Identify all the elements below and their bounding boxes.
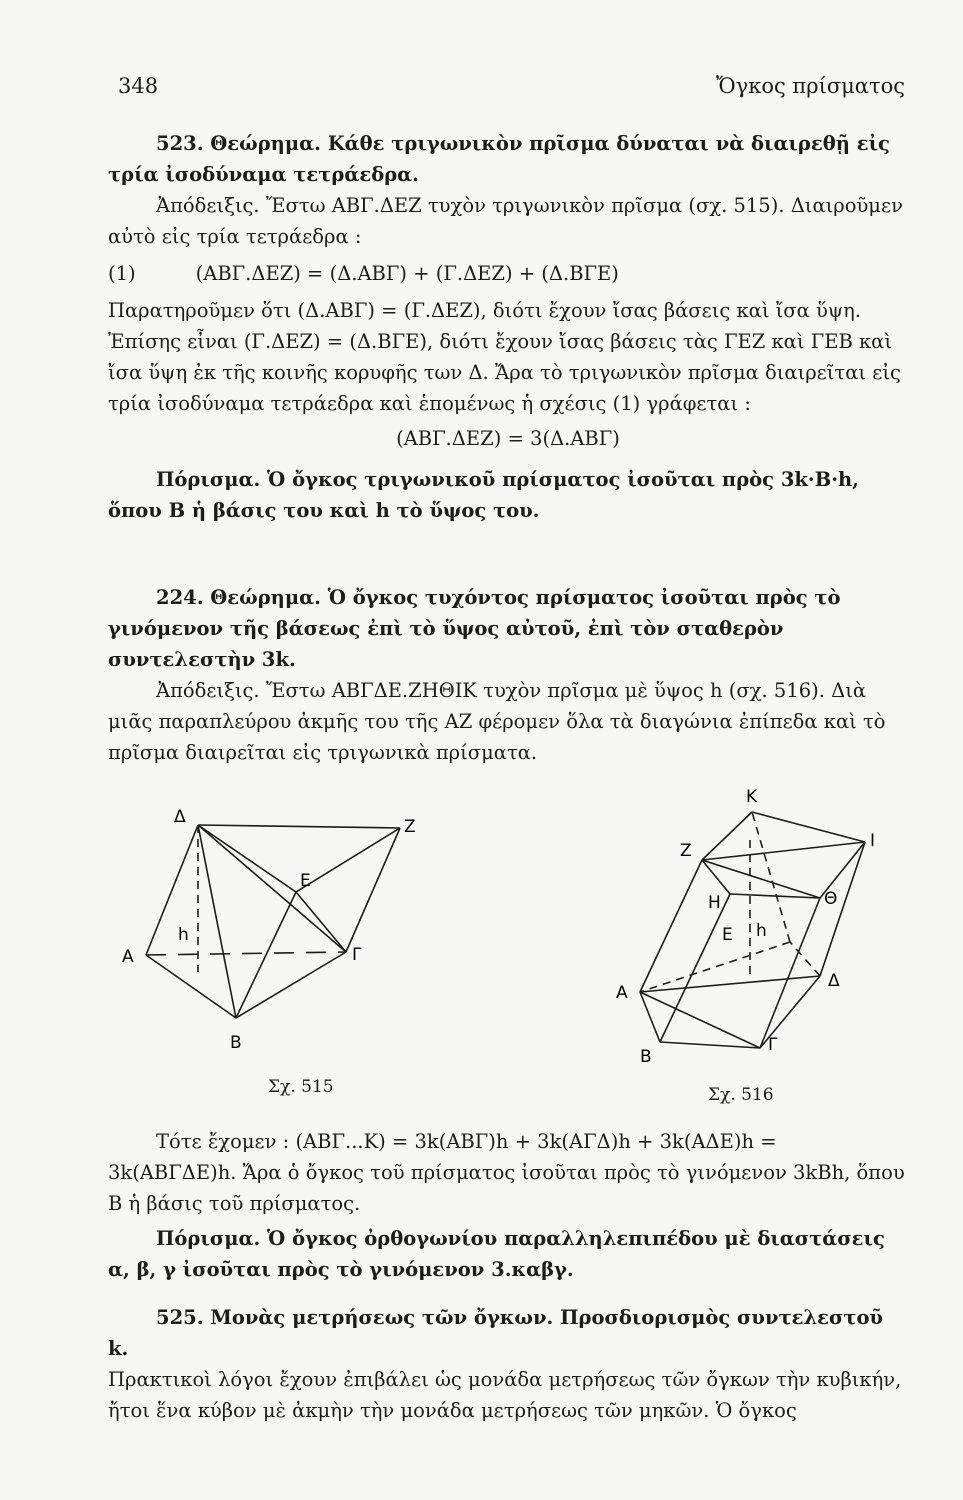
- equation-1-body: (ΑΒΓ.ΔΕΖ) = (Δ.ΑΒΓ) + (Γ.ΔΕΖ) + (Δ.ΒΓΕ): [195, 262, 619, 285]
- equation-2: (ΑΒΓ.ΔΕΖ) = 3(Δ.ΑΒΓ): [396, 427, 620, 450]
- corollary-523: Πόρισμα. Ὁ ὄγκος τριγωνικοῦ πρίσματος ἰσοῦται πρὸς 3k·B·h, ὅπου Β ἡ βάσις του καὶ h τὸ ὕψος του.: [108, 468, 859, 522]
- figure-515: [108, 800, 448, 1060]
- label-height-516: h: [756, 921, 767, 941]
- figure-515-drawing: [108, 800, 448, 1060]
- edge-gz: [346, 828, 400, 952]
- running-title: Ὄγκος πρίσματος: [716, 74, 905, 98]
- label-gamma-516: Γ: [768, 1035, 778, 1055]
- label-theta: Θ: [824, 889, 838, 909]
- page-number: 348: [118, 74, 159, 98]
- section-524-continued: [108, 1126, 908, 1285]
- edge-bg-516: [660, 1042, 760, 1048]
- label-i: I: [870, 831, 876, 851]
- edge-ab: [146, 955, 236, 1018]
- equation-1-number: (1): [108, 262, 136, 285]
- section-525-paragraph: Πρακτικοὶ λόγοι ἔχουν ἐπιβάλει ὡς μονάδα μετρήσεως τῶν ὄγκων τὴν κυβικήν, ἤτοι ἕνα κύβον μὲ ἀκμὴν τὴν μονάδα μετρήσεως τῶν μηκῶν. Ὁ ὄγκος: [108, 1368, 902, 1422]
- edge-bh-516: [660, 894, 730, 1042]
- label-a-516: A: [616, 983, 628, 1003]
- edge-ez: [296, 828, 400, 892]
- volume-derivation: Τότε ἔχομεν : (ΑΒΓ...Κ) = 3k(ΑΒΓ)h + 3k(ΑΓΔ)h + 3k(ΑΔΕ)h = 3k(ΑΒΓΔΕ)h. Ἄρα ὁ ὄγκος τοῦ πρίσματος ἰσοῦται πρὸς τὸ γινόμενον 3kBh, ὅπου Β ἡ βάσις τοῦ πρίσματος.: [108, 1130, 905, 1215]
- label-e: E: [300, 871, 311, 891]
- diag-ad-516: [640, 976, 820, 992]
- edge-thh: [730, 894, 820, 898]
- section-525: [108, 1302, 908, 1426]
- edge-gth-516: [760, 898, 820, 1048]
- section-524: [108, 582, 908, 768]
- edge-ki: [752, 812, 865, 842]
- diag-zi-516: [702, 842, 865, 860]
- equation-1: [108, 258, 908, 289]
- diag-ag-516: [640, 992, 760, 1048]
- label-z: Z: [404, 817, 416, 837]
- edge-di-516: [820, 842, 865, 976]
- proof-524: Ἀπόδειξις. Ἔστω ΑΒΓΔΕ.ΖΗΘΙΚ τυχὸν πρῖσμα μὲ ὕψος h (σχ. 516). Διὰ μιᾶς παραπλεύρου ἀκμῆς του τῆς ΑΖ φέρομεν ὅλα τὰ διαγώνια ἐπίπεδα καὶ τὸ πρῖσμα διαιρεῖται εἰς τριγωνικὰ πρίσματα.: [108, 679, 886, 764]
- caption-515: Σχ. 515: [268, 1077, 334, 1097]
- figure-516-drawing: [600, 780, 900, 1070]
- edge-zk: [702, 812, 752, 860]
- label-gamma: Γ: [352, 945, 362, 965]
- proof-523-paragraph: Παρατηροῦμεν ὅτι (Δ.ΑΒΓ) = (Γ.ΔΕΖ), διότι ἔχουν ἴσας βάσεις καὶ ἴσα ὕψη. Ἐπίσης εἶναι (Γ.ΔΕΖ) = (Δ.ΒΓΕ), διότι ἔχουν ἴσας βάσεις τὰς ΓΕΖ καὶ ΓΕΒ καὶ ἴσα ὕψη ἐκ τῆς κοινῆς κορυφῆς των Δ. Ἄρα τὸ τριγωνικὸν πρῖσμα διαιρεῖται εἰς τρία ἰσοδύναμα τετράεδρα καὶ ἑπομένως ἡ σχέσις (1) γράφεται :: [108, 299, 901, 415]
- diag-eg: [296, 892, 346, 952]
- edge-ad: [146, 825, 198, 955]
- edge-ag: [146, 952, 346, 955]
- label-e-516: E: [722, 925, 733, 945]
- corollary-524: Πόρισμα. Ὁ ὄγκος ὀρθογωνίου παραλληλεπιπέδου μὲ διαστάσεις α, β, γ ἰσοῦται πρὸς τὸ γινόμενον 3.καβγ.: [108, 1227, 885, 1281]
- edge-ea-516: [640, 942, 790, 992]
- label-b-516: B: [640, 1047, 652, 1067]
- figure-516: [600, 780, 900, 1070]
- proof-523: Ἀπόδειξις. Ἔστω ΑΒΓ.ΔΕΖ τυχὸν τριγωνικὸν πρῖσμα (σχ. 515). Διαιροῦμεν αὐτὸ εἰς τρία τετράεδρα :: [108, 194, 903, 248]
- section-525-heading: 525. Μονὰς μετρήσεως τῶν ὄγκων. Προσδιορισμὸς συντελεστοῦ k.: [108, 1306, 884, 1360]
- label-a: A: [122, 947, 134, 967]
- label-z-516: Z: [680, 841, 692, 861]
- theorem-523-heading: 523. Θεώρημα. Κάθε τριγωνικὸν πρῖσμα δύναται νὰ διαιρεθῇ εἰς τρία ἰσοδύναμα τετράεδρα.: [108, 132, 890, 186]
- label-k: K: [746, 787, 758, 807]
- edge-de: [198, 825, 296, 892]
- section-523: [108, 128, 908, 526]
- edge-de-516: [790, 942, 820, 976]
- label-b: B: [230, 1033, 242, 1053]
- edge-dz: [198, 825, 400, 828]
- label-h: h: [178, 925, 189, 945]
- diag-dg: [198, 825, 346, 952]
- label-delta-516: Δ: [828, 971, 840, 991]
- label-h-vertex: H: [708, 893, 721, 913]
- label-delta: Δ: [174, 807, 186, 827]
- diag-db: [198, 825, 236, 1018]
- caption-516: Σχ. 516: [708, 1085, 774, 1105]
- theorem-524-heading: 224. Θεώρημα. Ὁ ὄγκος τυχόντος πρίσματος ἰσοῦται πρὸς τὸ γινόμενον τῆς βάσεως ἐπὶ τὸ ὕψος αὐτοῦ, ἐπὶ τὸν σταθερὸν συντελεστὴν 3k.: [108, 586, 841, 671]
